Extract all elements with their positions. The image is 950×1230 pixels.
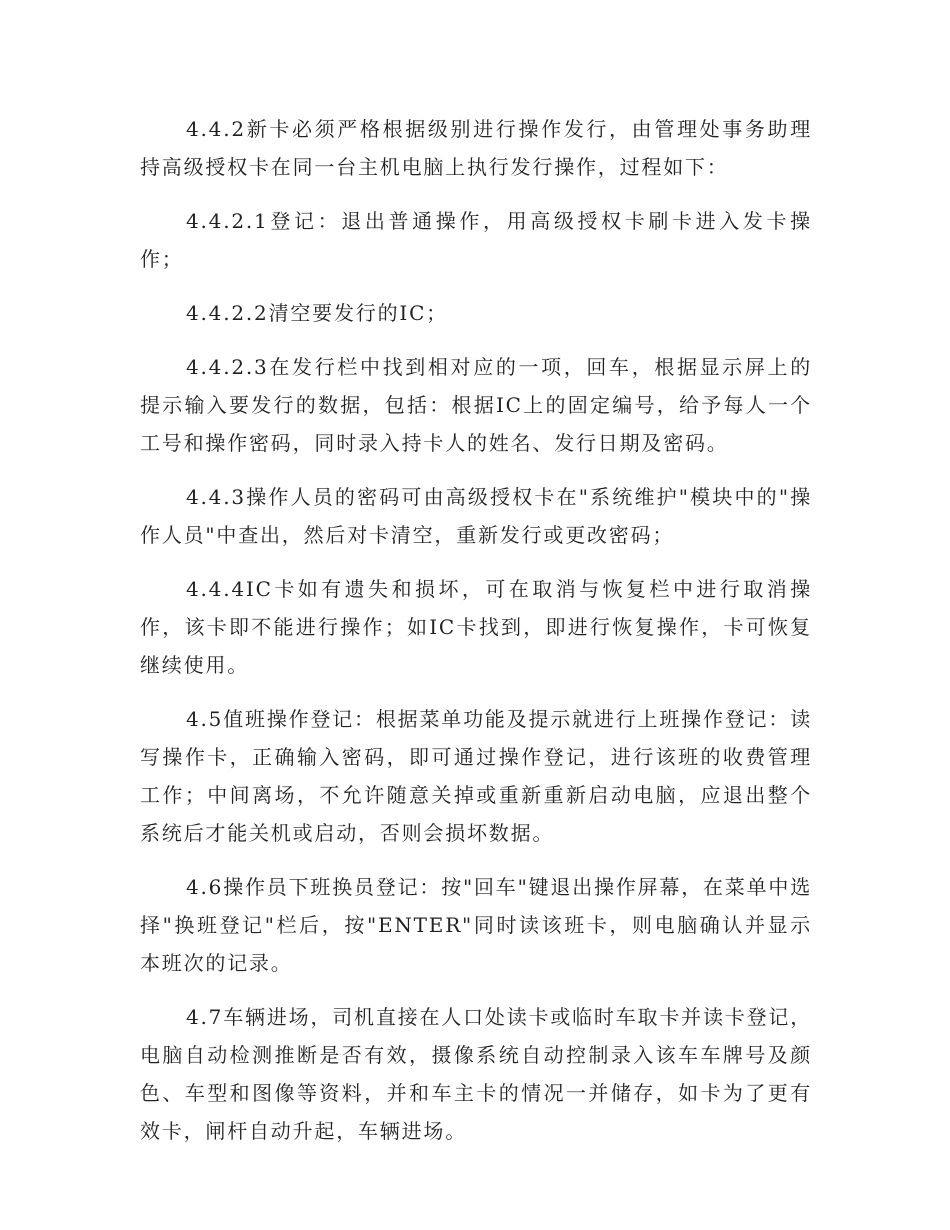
paragraph-4-6: 4.6操作员下班换员登记：按"回车"键退出操作屏幕，在菜单中选择"换班登记"栏后，按"ENTER"同时读该班卡，则电脑确认并显示本班次的记录。: [140, 875, 813, 975]
document-body: [140, 110, 812, 1166]
paragraph-4-7: 4.7车辆进场，司机直接在人口处读卡或临时车取卡并读卡登记，电脑自动检测推断是否有效，摄像系统自动控制录入该车车牌号及颜色、车型和图像等资料，并和车主卡的情况一并储存，如卡为了更有效卡，闸杆自动升起，车辆进场。: [140, 1005, 812, 1143]
paragraph-4-4-2-2: 4.4.2.2清空要发行的IC；: [186, 301, 448, 325]
paragraph-4-5: 4.5值班操作登记：根据菜单功能及提示就进行上班操作登记：读写操作卡，正确输入密码，即可通过操作登记，进行该班的收费管理工作；中间离场，不允许随意关掉或重新重新启动电脑，应退出整个系统后才能关机或启动，否则会损坏数据。: [140, 707, 812, 845]
paragraph-4-4-3: 4.4.3操作人员的密码可由高级授权卡在"系统维护"模块中的"操作人员"中查出，然后对卡清空，重新发行或更改密码；: [140, 485, 812, 547]
paragraph-4-4-2: 4.4.2新卡必须严格根据级别进行操作发行，由管理处事务助理持高级授权卡在同一台主机电脑上执行发行操作，过程如下：: [140, 117, 812, 179]
paragraph-4-4-2-1: 4.4.2.1登记：退出普通操作，用高级授权卡刷卡进入发卡操作；: [140, 209, 812, 271]
paragraph-4-4-2-3: 4.4.2.3在发行栏中找到相对应的一项，回车，根据显示屏上的提示输入要发行的数据，包括：根据IC上的固定编号，给予每人一个工号和操作密码，同时录入持卡人的姓名、发行日期及密码。: [140, 355, 812, 455]
paragraph-4-4-4: 4.4.4IC卡如有遗失和损坏，可在取消与恢复栏中进行取消操作，该卡即不能进行操作；如IC卡找到，即进行恢复操作，卡可恢复继续使用。: [140, 577, 812, 677]
